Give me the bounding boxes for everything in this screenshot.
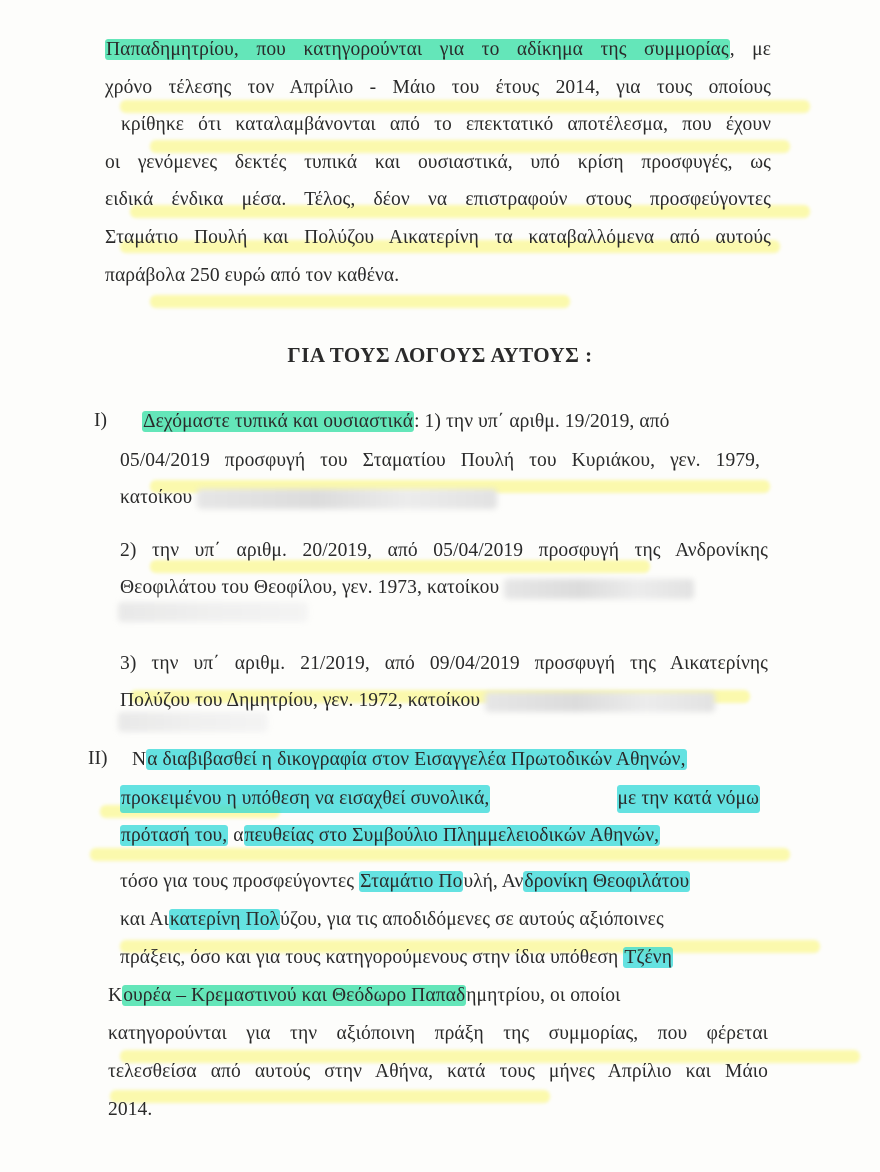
section-2-line-5 bbox=[120, 906, 664, 934]
item-2-line-1: 2) την υπ΄ αριθμ. 20/2019, από 05/04/2019 προσφυγή της Ανδρονίκης bbox=[120, 540, 768, 561]
highlighted-text: προκειμένου η υπόθεση να εισαχθεί συνολικά, bbox=[120, 785, 490, 813]
section-1-line-1 bbox=[142, 408, 670, 436]
intro-line-6: Σταμάτιο Πουλή και Πολύζου Αικατερίνη τα καταβαλλόμενα από αυτούς bbox=[105, 227, 771, 248]
text: πράξεις, όσο και για τους κατηγορούμενους στην ίδια υπόθεση bbox=[120, 947, 624, 968]
section-2-line-10: 2014. bbox=[108, 1099, 153, 1120]
highlighted-lead: Δεχόμαστε τυπικά και ουσιαστικά bbox=[143, 411, 414, 432]
section-2-line-1 bbox=[132, 746, 687, 774]
section-2-line-2 bbox=[120, 785, 760, 813]
highlighted-text: πευθείας στο Συμβούλιο Πλημμελειοδικών Αθηνών, bbox=[244, 825, 660, 846]
text: ημητρίου, οι οποίοι bbox=[466, 985, 621, 1006]
section-2-line-9: τελεσθείσα από αυτούς στην Αθήνα, κατά τους μήνες Απρίλιο και Μάιο bbox=[108, 1061, 768, 1082]
text: Κ bbox=[108, 985, 123, 1006]
text: και Αι bbox=[120, 909, 169, 930]
section-2-marker: II) bbox=[88, 748, 108, 769]
section-1-marker: I) bbox=[94, 410, 107, 431]
highlighted-text: α διαβιβασθεί η δικογραφία στον Εισαγγελέα Πρωτοδικών Αθηνών, bbox=[147, 749, 686, 770]
yellow-highlight-streak bbox=[150, 295, 570, 308]
section-2-line-4 bbox=[120, 868, 690, 896]
text: ύζου, για τις αποδιδόμενες σε αυτούς αξιόποινες bbox=[280, 909, 664, 930]
section-2-line-6 bbox=[120, 944, 673, 972]
redacted-address bbox=[504, 579, 694, 599]
item-2-line-2 bbox=[120, 574, 694, 602]
highlighted-text: Τζένη bbox=[624, 947, 673, 968]
section-2-line-8: κατηγορούνται για την αξιόποινη πράξη της συμμορίας, που φέρεται bbox=[108, 1023, 768, 1044]
intro-line-3: κρίθηκε ότι καταλαμβάνονται από το επεκτατικό αποτέλεσμα, που έχουν bbox=[121, 114, 771, 135]
highlighted-text: πρότασή του, bbox=[121, 825, 228, 846]
redacted-address bbox=[485, 692, 715, 712]
item-1-line-3 bbox=[120, 484, 497, 512]
intro-line-7: παράβολα 250 ευρώ από τον καθένα. bbox=[105, 265, 400, 286]
section-heading: ΓΙΑ ΤΟΥΣ ΛΟΓΟΥΣ ΑΥΤΟΥΣ : bbox=[287, 343, 593, 367]
text: Ν bbox=[132, 749, 147, 770]
item-1-line-2: 05/04/2019 προσφυγή του Σταματίου Πουλή του Κυριάκου, γεν. 1979, bbox=[120, 450, 760, 471]
redacted-address-line bbox=[118, 602, 308, 622]
item-3-text: Πολύζου του Δημητρίου, γεν. 1972, κατοίκου bbox=[120, 690, 481, 711]
item-3-line-1: 3) την υπ΄ αριθμ. 21/2019, από 09/04/2019 προσφυγή της Αικατερίνης bbox=[120, 653, 768, 674]
intro-line-4: οι γενόμενες δεκτές τυπικά και ουσιαστικά, υπό κρίση προσφυγές, ως bbox=[105, 152, 771, 173]
highlighted-text: δρονίκη Θεοφιλάτου bbox=[524, 871, 690, 892]
item-2-text: Θεοφιλάτου του Θεοφίλου, γεν. 1973, κατοίκου bbox=[120, 577, 500, 598]
text: υλή, Αν bbox=[463, 871, 524, 892]
section-2-line-3 bbox=[120, 822, 660, 850]
text: α bbox=[228, 825, 244, 846]
highlighted-text: με την κατά νόμω bbox=[617, 785, 761, 813]
highlighted-text: Σταμάτιο Πο bbox=[360, 871, 463, 892]
highlighted-text: κατερίνη Πολ bbox=[169, 909, 280, 930]
redacted-address-line bbox=[118, 712, 268, 732]
intro-line-1-rest: , με bbox=[729, 39, 772, 60]
highlighted-phrase: Παπαδημητρίου, που κατηγορούνται για το αδίκημα της συμμορίας bbox=[106, 39, 729, 60]
highlighted-text: ουρέα – Κρεμαστινού και Θεόδωρο Παπαδ bbox=[123, 985, 466, 1006]
intro-line-2: χρόνο τέλεσης τον Απρίλιο - Μάιο του έτους 2014, για τους οποίους bbox=[105, 77, 771, 98]
intro-line-1 bbox=[105, 36, 771, 64]
item-3-line-2 bbox=[120, 687, 715, 715]
residence-label: κατοίκου bbox=[120, 487, 193, 508]
yellow-highlight-streak bbox=[110, 1090, 550, 1103]
text: τόσο για τους προσφεύγοντες bbox=[120, 871, 360, 892]
section-2-line-7 bbox=[108, 982, 620, 1010]
redacted-address bbox=[197, 489, 497, 509]
item-1-text: : 1) την υπ΄ αριθμ. 19/2019, από bbox=[414, 411, 670, 432]
intro-line-5: ειδικά ένδικα μέσα. Τέλος, δέον να επιστραφούν στους προσφεύγοντες bbox=[105, 189, 771, 210]
